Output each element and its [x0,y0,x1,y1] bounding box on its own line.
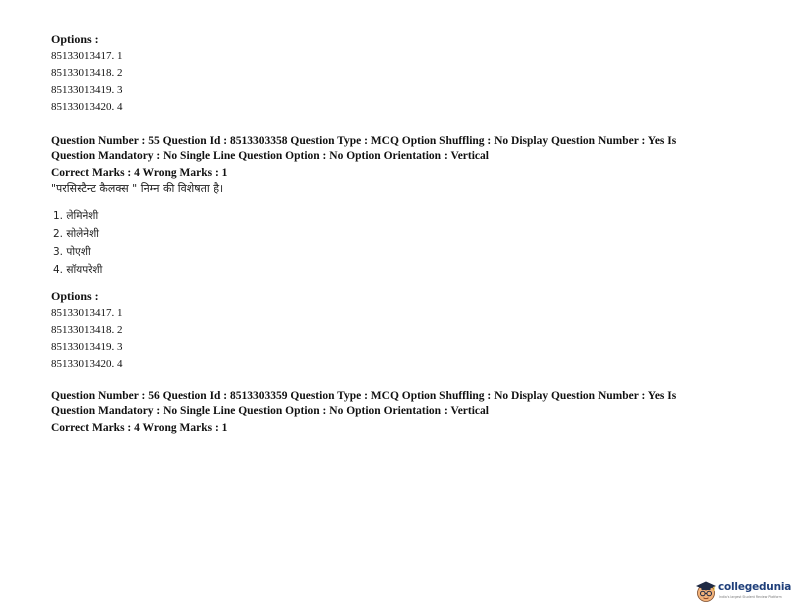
option-id-line: 85133013417. 1 [51,50,123,62]
answer-choice: 3. पोएशी [53,246,91,258]
question-marks: Correct Marks : 4 Wrong Marks : 1 [51,167,228,179]
question-header-line: Question Mandatory : No Single Line Question Option : No Option Orientation : Vertical [51,150,489,162]
answer-choice: 1. लेमिनेशी [53,210,99,222]
option-id-line: 85133013419. 3 [51,84,123,96]
question-header-line: Question Number : 55 Question Id : 8513303358 Question Type : MCQ Option Shuffling : No Display Question Number : Yes Is [51,135,677,147]
graduate-face-icon [694,579,718,603]
question-marks: Correct Marks : 4 Wrong Marks : 1 [51,422,228,434]
option-id-line: 85133013420. 4 [51,101,123,113]
option-id-line: 85133013419. 3 [51,341,123,353]
question-text: "परसिस्टैन्ट कैलक्स " निम्न की विशेषता है। [51,182,224,195]
options-block [51,288,123,373]
option-id-line: 85133013418. 2 [51,324,123,336]
options-block [51,31,123,116]
question-block [51,134,741,279]
question-block [51,389,741,436]
option-id-line: 85133013420. 4 [51,358,123,370]
brand-wordmark: collegedunia [718,581,792,593]
question-header-line: Question Number : 56 Question Id : 8513303359 Question Type : MCQ Option Shuffling : No Display Question Number : Yes Is [51,390,677,402]
option-id-line: 85133013418. 2 [51,67,123,79]
options-heading: Options : [51,32,99,46]
answer-choice: 2. सोलेनेशी [53,228,99,240]
options-heading: Options : [51,289,99,303]
brand-tagline: India's largest Student Review Platform [719,595,782,599]
answer-choices [51,207,741,279]
option-id-line: 85133013417. 1 [51,307,123,319]
question-header-line: Question Mandatory : No Single Line Question Option : No Option Orientation : Vertical [51,405,489,417]
answer-choice: 4. सॉयपरेशी [53,264,103,276]
collegedunia-watermark [694,578,792,604]
